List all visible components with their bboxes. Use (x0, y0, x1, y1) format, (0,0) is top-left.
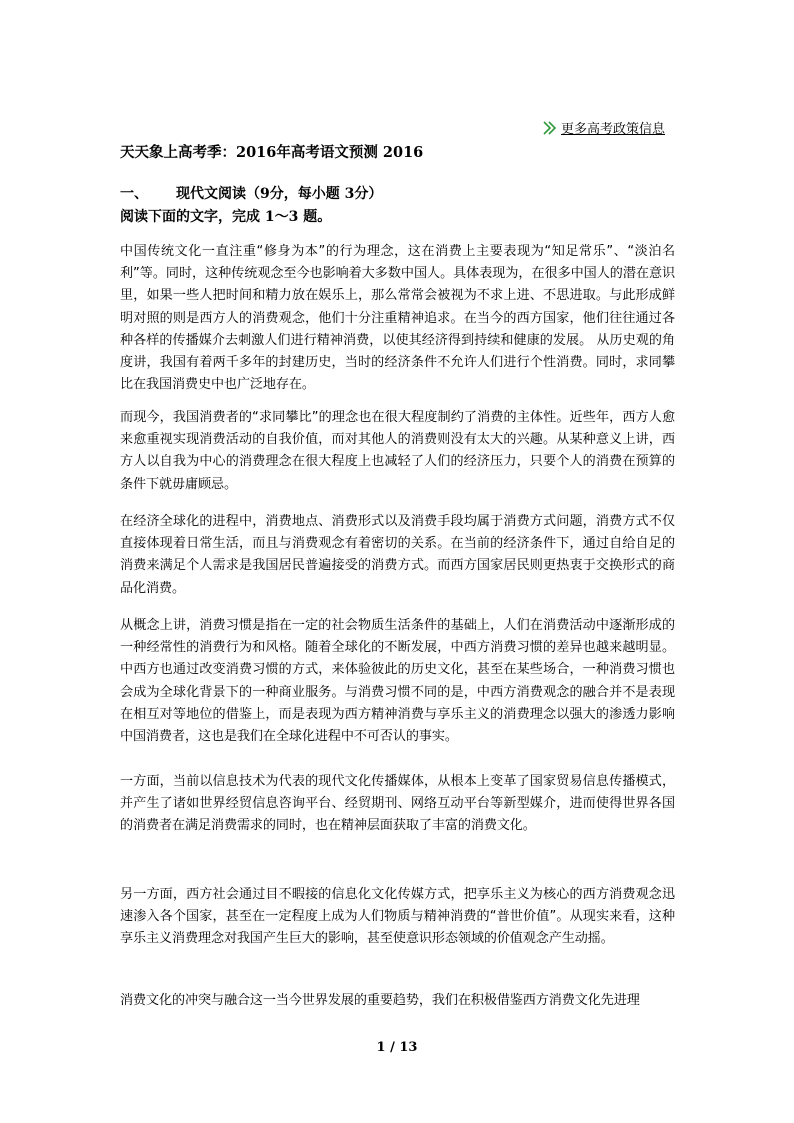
section-title: 现代文阅读（9分，每小题 3分） (176, 186, 383, 202)
paragraph-7: 消费文化的冲突与融合这一当今世界发展的重要趋势，我们在积极借鉴西方消费文化先进理 (120, 993, 640, 1008)
page-indicator: 1 / 13 (376, 1040, 418, 1055)
paragraph-3: 在经济全球化的进程中，消费地点、消费形式以及消费手段均属于消费方式问题，消费方式不仅直接体现着日常生活，而且与消费观念有着密切的关系。在当前的经济条件下，通过自给自足的消费来满足个人需求是我国居民普遍接受的消费方式。而西方国家居民则更热衷于交换形式的商品化消费。 (120, 514, 675, 596)
document-title: 天天象上高考季：2016年高考语文预测 2016 (120, 144, 424, 161)
more-policy-info-link[interactable] (542, 118, 665, 137)
paragraph-1: 中国传统文化一直注重“修身为本”的行为理念，这在消费上主要表现为“知足常乐”、“淡泊名利”等。同时，这种传统观念至今也影响着大多数中国人。具体表现为，在很多中国人的潜在意识里，如果一些人把时间和精力放在娱乐上，那么常常会被视为不求上进、不思进取。与此形成鲜明对照的则是西方人的消费观念，他们十分注重精神追求。在当今的西方国家，他们往往通过各种各样的传播媒介去刺激人们进行精神消费，以使其经济得到持续和健康的发展。 从历史观的角度讲，我国有着两千多年的封建历史，当时的经济条件不允许人们进行个性消费。同时，求同攀比在我国消费史中也广泛地存在。 (120, 244, 675, 393)
more-policy-info-label: 更多高考政策信息 (561, 122, 666, 137)
section-heading (120, 183, 382, 203)
double-chevron-right-icon (542, 121, 558, 135)
paragraph-6: 另一方面，西方社会通过目不暇接的信息化文化传媒方式，把享乐主义为核心的西方消费观念迅速渗入各个国家，甚至在一定程度上成为人们物质与精神消费的“普世价值”。从现实来看，这种享乐主义消费理念对我国产生巨大的影响，甚至使意识形态领域的价值观念产生动摇。 (120, 887, 675, 947)
paragraph-4: 从概念上讲，消费习惯是指在一定的社会物质生活条件的基础上，人们在消费活动中逐渐形成的一种经常性的消费行为和风格。随着全球化的不断发展，中西方消费习惯的差异也越来越明显。中西方也通过改变消费习惯的方式，来体验彼此的历史文化，甚至在某些场合，一种消费习惯也会成为全球化背景下的一种商业服务。与消费习惯不同的是，中西方消费观念的融合并不是表现在相互对等地位的借鉴上，而是表现为西方精神消费与享乐主义的消费理念以强大的渗透力影响中国消费者，这也是我们在全球化进程中不可否认的事实。 (120, 618, 675, 745)
section-number: 一、 (120, 186, 148, 202)
paragraph-5: 一方面，当前以信息技术为代表的现代文化传播媒体，从根本上变革了国家贸易信息传播模式，并产生了诸如世界经贸信息咨询平台、经贸期刊、网络互动平台等新型媒介，进而使得世界各国的消费者在满足消费需求的同时，也在精神层面获取了丰富的消费文化。 (120, 774, 675, 834)
reading-instruction: 阅读下面的文字，完成 1～3 题。 (120, 209, 332, 225)
paragraph-2: 而现今，我国消费者的“求同攀比”的理念也在很大程度制约了消费的主体性。近些年，西方人愈来愈重视实现消费活动的自我价值，而对其他人的消费则没有太大的兴趣。从某种意义上讲，西方人以自我为中心的消费理念在很大程度上也减轻了人们的经济压力，只要个人的消费在预算的条件下就毋庸顾忌。 (120, 410, 675, 492)
